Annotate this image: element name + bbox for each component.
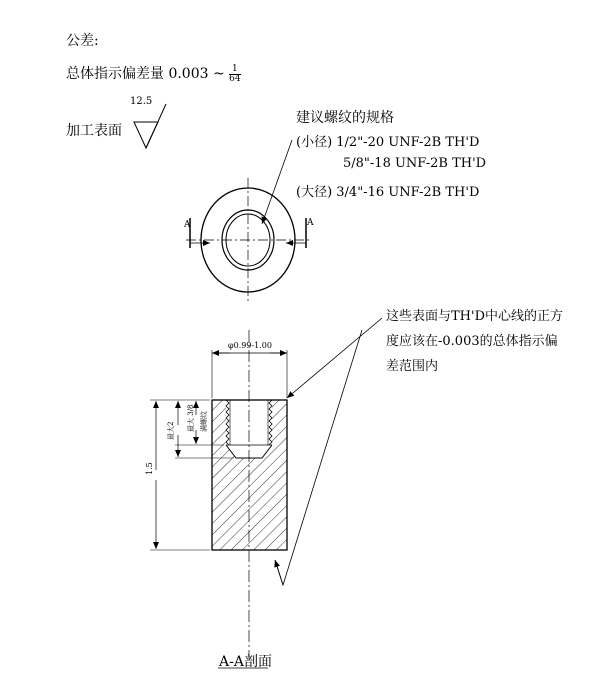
thread-spec-line-3: (大径) 3/4"-16 UNF-2B TH'D — [296, 185, 480, 200]
max-depth-label: 最大2 — [167, 421, 175, 440]
length-dimension: 1.5 — [145, 462, 154, 475]
note-line-3: 差范围内 — [386, 359, 439, 374]
diameter-dimension: φ0.99-1.00 — [228, 341, 272, 350]
surface-finish-label: 加工表面 — [66, 123, 122, 139]
section-view — [150, 318, 382, 668]
thread-spec-title: 建议螺纹的规格 — [296, 110, 394, 126]
tir-fraction-num: 1 — [229, 65, 240, 75]
thread-spec-line-1: (小径) 1/2"-20 UNF-2B TH'D — [296, 135, 480, 150]
surface-finish-symbol — [134, 104, 166, 148]
section-caption: A-A剖面 — [219, 654, 272, 670]
tir-fraction-den: 64 — [229, 73, 241, 84]
tir-label — [66, 63, 241, 84]
section-mark-right: A — [307, 218, 314, 228]
thread-depth-label-1: 最大 3/8 — [187, 404, 195, 432]
note-line-2: 度应该在-0.003的总体指示偏 — [386, 334, 558, 349]
section-mark-left: A — [184, 220, 191, 230]
tir-label-text: 总体指示偏差量 0.003 ~ — [66, 66, 225, 82]
surface-finish-value: 12.5 — [130, 96, 153, 107]
note-line-1: 这些表面与TH'D中心线的正方 — [386, 309, 564, 324]
tir-fraction — [229, 65, 240, 84]
thread-spec-line-2: 5/8"-18 UNF-2B TH'D — [343, 156, 487, 171]
thread-depth-label-2: 满螺纹 — [200, 411, 208, 432]
top-view — [186, 140, 312, 303]
tolerance-heading: 公差: — [66, 33, 99, 49]
